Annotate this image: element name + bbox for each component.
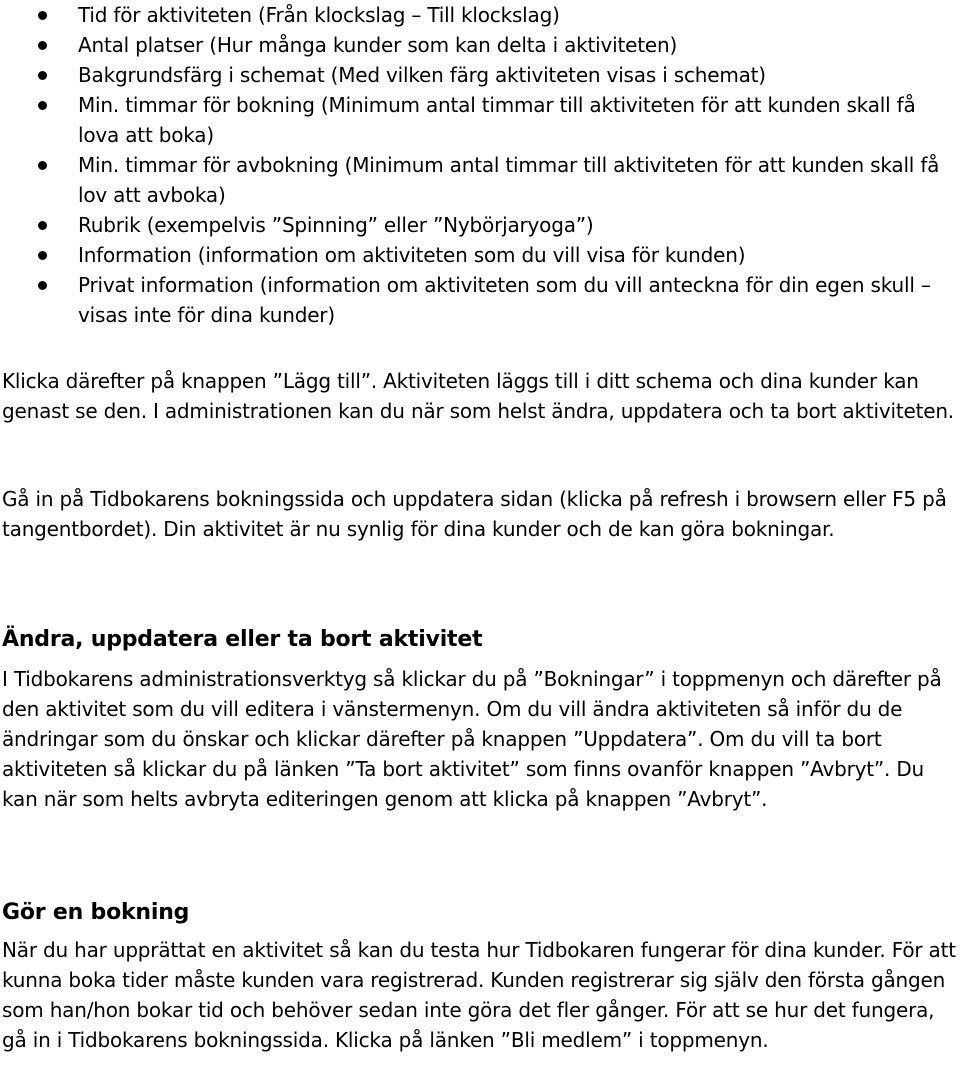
add-activity-paragraph: Klicka därefter på knappen ”Lägg till”. Aktiviteten läggs till i ditt schema och dina kunder kan genast se den. I administrationen kan du när som helst ändra, uppdatera och ta bort aktiviteten. xyxy=(2,369,954,423)
bullet-icon xyxy=(38,11,47,20)
booking-section-heading: Gör en bokning xyxy=(2,900,190,925)
refresh-paragraph: Gå in på Tidbokarens bokningssida och uppdatera sidan (klicka på refresh i browsern eller F5 på tangentbordet). Din aktivitet är nu synlig för dina kunder och de kan göra bokningar. xyxy=(2,487,947,541)
list-item: Rubrik (exempelvis ”Spinning” eller ”Nybörjaryoga”) xyxy=(0,210,960,240)
list-item: Min. timmar för bokning (Minimum antal timmar till aktiviteten för att kunden skall få lova att boka) xyxy=(0,90,960,150)
bullet-icon xyxy=(38,41,47,50)
list-item: Tid för aktiviteten (Från klockslag – Till klockslag) xyxy=(0,0,960,30)
bullet-icon xyxy=(38,281,47,290)
bullet-icon xyxy=(38,221,47,230)
list-item: Privat information (information om aktiviteten som du vill anteckna för din egen skull – visas inte för dina kunder) xyxy=(0,270,960,330)
booking-section-body: När du har upprättat en aktivitet så kan du testa hur Tidbokaren fungerar för dina kunder. För att kunna boka tider måste kunden vara registrerad. Kunden registrerar sig själv den första gången som han/hon bokar tid och behöver sedan inte göra det fler gånger. För att se hur det fungera, gå in i Tidbokarens bokningssida. Klicka på länken ”Bli medlem” i toppmenyn. xyxy=(2,938,956,1052)
list-item: Min. timmar för avbokning (Minimum antal timmar till aktiviteten för att kunden skall få lov att avboka) xyxy=(0,150,960,210)
list-item: Antal platser (Hur många kunder som kan delta i aktiviteten) xyxy=(0,30,960,60)
list-item: Bakgrundsfärg i schemat (Med vilken färg aktiviteten visas i schemat) xyxy=(0,60,960,90)
bullet-icon xyxy=(38,101,47,110)
bullet-icon xyxy=(38,251,47,260)
edit-section-heading: Ändra, uppdatera eller ta bort aktivitet xyxy=(2,627,483,652)
edit-section-body: I Tidbokarens administrationsverktyg så klickar du på ”Bokningar” i toppmenyn och därefter på den aktivitet som du vill editera i vänstermenyn. Om du vill ändra aktiviteten så inför du de ändringar som du önskar och klickar därefter på knappen ”Uppdatera”. Om du vill ta bort aktiviteten så klickar du på länken ”Ta bort aktivitet” som finns ovanför knappen ”Avbryt”. Du kan när som helts avbryta editeringen genom att klicka på knappen ”Avbryt”. xyxy=(2,667,942,811)
bullet-icon xyxy=(38,161,47,170)
activity-fields-list xyxy=(0,0,960,330)
list-item: Information (information om aktiviteten som du vill visa för kunden) xyxy=(0,240,960,270)
bullet-icon xyxy=(38,71,47,80)
